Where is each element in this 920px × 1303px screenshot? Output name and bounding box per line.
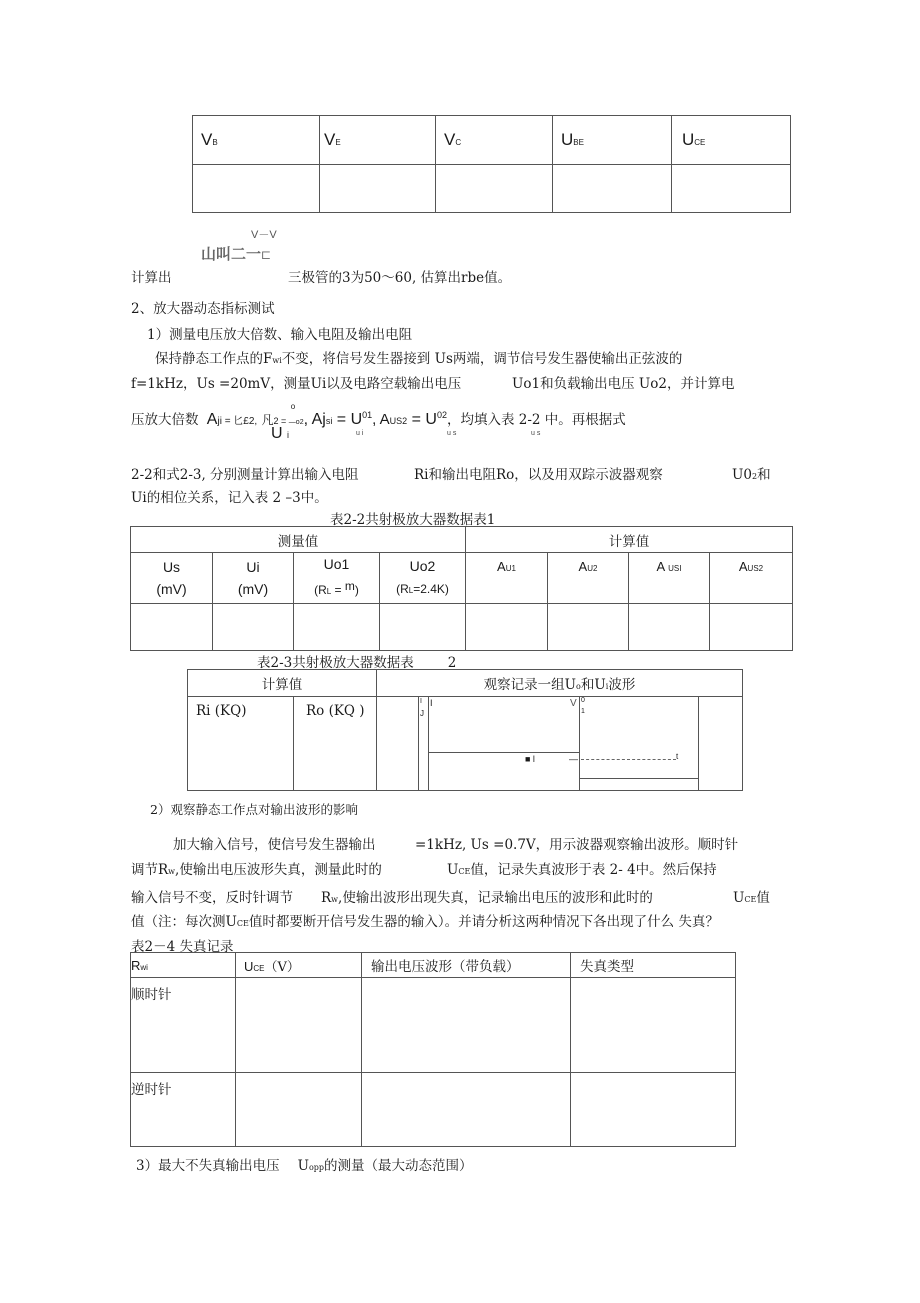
- header-ve: VE: [320, 116, 436, 165]
- header-uce: UCE（V）: [236, 953, 362, 978]
- table-cell: [553, 165, 672, 213]
- scope-mark: t: [676, 752, 679, 761]
- section-2-2-title: 2）观察静态工作点对输出波形的影响: [150, 802, 358, 817]
- ri-cell: Ri (KQ): [188, 697, 294, 791]
- static-point-table: [192, 115, 791, 213]
- header-vb: VB: [193, 116, 320, 165]
- formula-main: [201, 243, 271, 264]
- table-row: [193, 116, 791, 165]
- header-vc: VC: [436, 116, 553, 165]
- table-cell: [629, 604, 710, 651]
- measured-header: 测量值: [131, 527, 466, 553]
- formula-small: V－V: [251, 229, 277, 241]
- scope-mark: I: [430, 698, 433, 708]
- formula-denom-ui: U i: [271, 425, 290, 442]
- computed-header: 计算值: [466, 527, 793, 553]
- header-rw: Rwi: [131, 953, 236, 978]
- table-cell: [710, 604, 793, 651]
- section-2-title: 2、放大器动态指标测试: [131, 301, 275, 317]
- header-ube: UBE: [553, 116, 672, 165]
- scope-dashed-trace: [581, 759, 676, 760]
- formula-denom-ui2: u i: [356, 430, 364, 437]
- para1-line2b: Uo1和负载输出电压 Uo2，并计算电: [512, 376, 735, 392]
- ro-cell: Ro (KQ ): [294, 697, 377, 791]
- row-counterclockwise: 逆时针: [131, 1073, 236, 1147]
- col-us: Us (mV): [131, 553, 213, 604]
- table-row: [131, 1073, 736, 1147]
- scope-mark: J: [420, 709, 424, 718]
- table-row: [131, 527, 793, 553]
- section-2-3-title: 3）最大不失真输出电压 Uopp的测量（最大动态范围）: [136, 1158, 473, 1174]
- table-row: [131, 953, 736, 978]
- col-au2: AU2: [548, 553, 629, 604]
- table-cell: [672, 165, 791, 213]
- para1-line6: Ui的相位关系，记入表 2 –3中。: [131, 490, 328, 506]
- table-cell: [362, 1073, 571, 1147]
- para2-line1a: 加大输入信号，使信号发生器输出: [173, 837, 376, 853]
- table-row: [131, 978, 736, 1073]
- scope-line-v1: [418, 697, 419, 791]
- col-ui: Ui (mV): [213, 553, 294, 604]
- para2-line3a: 输入信号不变，反时针调节: [131, 890, 293, 906]
- table-row: [188, 697, 743, 791]
- table-row: [193, 165, 791, 213]
- table-cell: [236, 978, 362, 1073]
- para1-line5b: Ri和输出电阻Ro，以及用双踪示波器观察: [414, 467, 663, 483]
- table-2-2-caption: 表2-2共射极放大器数据表1: [330, 512, 496, 528]
- table-2-3-caption: 表2-3共射极放大器数据表 2: [257, 655, 457, 671]
- table-cell: [571, 1073, 736, 1147]
- header-distortion: 失真类型: [571, 953, 736, 978]
- table-cell: [548, 604, 629, 651]
- table-cell: [193, 165, 320, 213]
- table-cell: [236, 1073, 362, 1147]
- table-2-2: [130, 526, 793, 651]
- table-cell: [380, 604, 466, 651]
- scope-grid: [377, 697, 742, 791]
- para1-line5a: 2-2和式2-3, 分别测量计算出输入电阻: [131, 467, 359, 483]
- scope-line-h2: [579, 778, 699, 779]
- table-row: [131, 553, 793, 604]
- para2-line2b: UCE值，记录失真波形于表 2- 4中。然后保持: [447, 862, 717, 878]
- header-uce: UCE: [672, 116, 791, 165]
- scope-mark: 0: [581, 697, 585, 704]
- para1-line5c: U02和: [732, 467, 771, 483]
- table-2-4: [130, 952, 736, 1147]
- col-aus2: AUS2: [710, 553, 793, 604]
- table-row: [131, 604, 793, 651]
- scope-line-h1: [428, 752, 580, 753]
- para1-line2a: f=1kHz，Us =20mV，测量Ui以及电路空载输出电压: [131, 376, 462, 392]
- observe-header: 观察记录一组Uo和Ui波形: [377, 670, 743, 697]
- table-2-4-caption: 表2－4 失真记录: [131, 939, 234, 955]
- col-uo2: Uo2 (RL=2.4K): [380, 553, 466, 604]
- table-cell: [213, 604, 294, 651]
- table-cell: [320, 165, 436, 213]
- para1-line3: 压放大倍数 Aji = 匕£2, 凡2 = o —o2, Ajsi = $U^{01}$, $AUS2 = U^{02}$，均填入表 2-2 中。再根据式: [131, 402, 626, 428]
- para2-line1b: =1kHz, Us =0.7V，用示波器观察输出波形。顺时针: [415, 837, 739, 853]
- para2-line3c: UCE值: [733, 890, 770, 906]
- scope-mark: 1: [581, 708, 585, 715]
- scope-mark: V: [570, 698, 577, 709]
- table-cell: [362, 978, 571, 1073]
- table-cell: [294, 604, 380, 651]
- table-cell: [571, 978, 736, 1073]
- col-au1: AU1: [466, 553, 548, 604]
- scope-line-v4: [698, 697, 699, 791]
- header-waveform: 输出电压波形（带负载）: [362, 953, 571, 978]
- para2-line3b: Rw,使输出波形出现失真，记录输出电压的波形和此时的: [321, 890, 653, 906]
- table-2-3: [187, 669, 743, 791]
- calc-text-2: 三极管的3为50～60, 估算出rbe值。: [288, 270, 512, 286]
- scope-mark: —: [569, 754, 578, 764]
- formula-denom-us2: u s: [531, 430, 541, 437]
- computed-header: 计算值: [188, 670, 377, 697]
- scope-mark: I: [420, 698, 422, 705]
- col-uo1: Uo1 (RL = m): [294, 553, 380, 604]
- table-cell: [466, 604, 548, 651]
- table-cell: [436, 165, 553, 213]
- para1-line1: 保持静态工作点的Fwi不变，将信号发生器接到 Us两端，调节信号发生器使输出正弦波的: [155, 351, 683, 367]
- para2-line2a: 调节Rw,使输出电压波形失真，测量此时的: [131, 862, 382, 878]
- col-ausi: A USI: [629, 553, 710, 604]
- formula-denom-us: u s: [447, 430, 457, 437]
- row-clockwise: 顺时针: [131, 978, 236, 1073]
- scope-line-v2: [428, 697, 429, 791]
- table-cell: [131, 604, 213, 651]
- table-row: [188, 670, 743, 697]
- para2-line4: 值（注：每次测UCE值时都要断开信号发生器的输入）。并请分析这两种情况下各出现了什么 失真？: [131, 914, 719, 930]
- section-2-1-title: 1）测量电压放大倍数、输入电阻及输出电阻: [147, 327, 413, 343]
- calc-text-1: 计算出: [131, 270, 172, 286]
- scope-area: [377, 697, 743, 791]
- formula-main-text: 山叫二一: [201, 245, 262, 263]
- scope-line-v3: [579, 697, 580, 791]
- scope-mark: ■ l: [525, 754, 535, 764]
- formula-tail: ⊏: [261, 248, 272, 262]
